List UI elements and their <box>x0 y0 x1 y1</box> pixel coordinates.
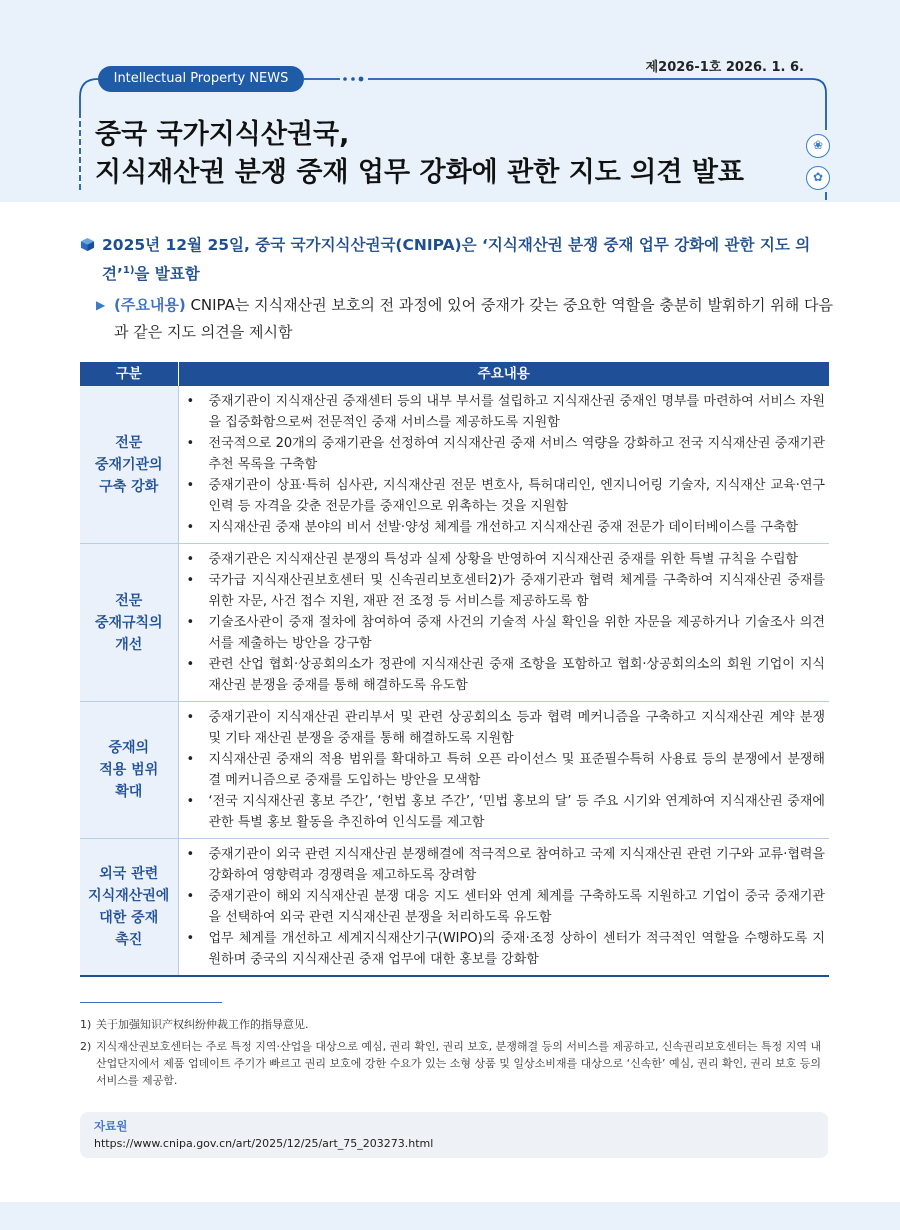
list-item: • 중재기관이 지식재산권 중재센터 등의 내부 부서를 설립하고 지식재산권 중재인 명부를 마련하여 서비스 자원을 집중화함으로써 전문적인 중재 서비스를 제공하도록 지원함 <box>187 391 826 433</box>
title-line-1: 중국 국가지식산권국, <box>95 119 350 150</box>
summary-paragraph <box>96 292 836 346</box>
source-box <box>80 1112 828 1158</box>
header-content: 주요내용 <box>178 362 829 386</box>
row-category: 중재의 적용 범위 확대 <box>80 702 178 839</box>
list-item: • 전국적으로 20개의 중재기관을 선정하여 지식재산권 중재 서비스 역량을 강화하고 전국 지식재산권 중재기관 추천 목록을 구축함 <box>187 433 826 475</box>
list-item: • 중재기관이 지식재산권 관리부서 및 관련 상공회의소 등과 협력 메커니즘을 구축하고 지식재산권 계약 분쟁 및 기타 재산권 분쟁을 중재를 통해 해결하도록 지원함 <box>187 707 826 749</box>
source-label: 자료원 <box>94 1119 128 1133</box>
footnote-number: 2) <box>80 1040 92 1053</box>
list-item: • 중재기관이 상표·특허 심사관, 지식재산권 전문 변호사, 특허대리인, 엔지니어링 기술자, 지식재산 교육·연구 인력 등 자격을 갖춘 전문가를 중재인으로 위촉하는 것을 지원함 <box>187 475 826 517</box>
footnote-text: 关于加强知识产权纠纷仲裁工作的指导意见. <box>96 1018 309 1031</box>
cube-bullet-icon <box>80 237 95 252</box>
list-item: • 중재기관이 외국 관련 지식재산권 분쟁해결에 적극적으로 참여하고 국제 지식재산권 관련 기구와 교류·협력을 강화하여 영향력과 경쟁력을 제고하도록 장려함 <box>187 844 826 886</box>
footnote-number: 1) <box>80 1018 92 1031</box>
row-items <box>178 544 829 702</box>
item-list <box>187 844 826 970</box>
table-row <box>80 702 829 839</box>
footer-band <box>0 1202 900 1230</box>
footnote-text: 지식재산권보호센터는 주로 특정 지역·산업을 대상으로 예심, 권리 확인, 권리 보호, 분쟁해결 등의 서비스를 제공하고, 신속권리보호센터는 특정 지역 내 산업단지에서 제품 업데이트 주기가 빠르고 권리 보호에 강한 수요가 있는 소형 상품 및 일상소비재를 대상으로 ‘신속한’ 예심, 권리 확인, 권리 보호 등의 서비스를 제공함. <box>96 1040 822 1087</box>
list-item: • 국가급 지식재산권보호센터 및 신속권리보호센터2)가 중재기관과 협력 체계를 구축하여 지식재산권 중재를 위한 자문, 사건 접수 지원, 재판 전 조정 등 서비스를 제공하도록 함 <box>187 570 826 612</box>
flower-icon: ✿ <box>806 166 830 190</box>
triangle-arrow-icon: ▶ <box>96 298 106 312</box>
item-list <box>187 549 826 696</box>
row-category: 전문 중재규칙의 개선 <box>80 544 178 702</box>
row-items <box>178 386 829 544</box>
newsletter-badge: Intellectual Property NEWS <box>98 66 304 92</box>
footnote-2 <box>80 1038 828 1089</box>
list-item: • 관련 산업 협회·상공회의소가 정관에 지식재산권 중재 조항을 포함하고 협회·상공회의소의 회원 기업이 지식재산권 분쟁을 중재를 통해 해결하도록 유도함 <box>187 654 826 696</box>
row-items <box>178 702 829 839</box>
source-url[interactable]: https://www.cnipa.gov.cn/art/2025/12/25/art_75_203273.html <box>94 1137 434 1150</box>
table-row <box>80 839 829 977</box>
lead-text-before: 2025년 12월 25일, 중국 국가지식산권국(CNIPA)은 ‘지식재산권 분쟁 중재 업무 강화에 관한 지도 의견’ <box>102 236 811 284</box>
header-category: 구분 <box>80 362 178 386</box>
list-item: • 중재기관은 지식재산권 분쟁의 특성과 실제 상황을 반영하여 지식재산권 중재를 위한 특별 규칙을 수립함 <box>187 549 826 570</box>
list-item: • 지식재산권 중재의 적용 범위를 확대하고 특허 오픈 라이선스 및 표준필수특허 사용료 등의 분쟁에서 분쟁해결 메커니즘으로 중재를 도입하는 방안을 모색함 <box>187 749 826 791</box>
summary-text: CNIPA는 지식재산권 보호의 전 과정에 있어 중재가 갖는 중요한 역할을 충분히 발휘하기 위해 다음과 같은 지도 의견을 제시함 <box>114 296 834 341</box>
table-row <box>80 386 829 544</box>
footnote-1 <box>80 1016 828 1033</box>
summary-label: (주요내용) <box>114 296 186 314</box>
row-category: 전문 중재기관의 구축 강화 <box>80 386 178 544</box>
guidance-table <box>80 362 829 977</box>
lead-paragraph <box>80 232 840 287</box>
row-items <box>178 839 829 977</box>
footnote-divider <box>80 1002 222 1003</box>
item-list <box>187 391 826 538</box>
table-header-row <box>80 362 829 386</box>
list-item: • ‘전국 지식재산권 홍보 주간’, ‘헌법 홍보 주간’, ‘민법 홍보의 달’ 등 주요 시기와 연계하여 지식재산권 중재에 관한 특별 홍보 활동을 추진하여 인식도를 제고함 <box>187 791 826 833</box>
issue-number: 제2026-1호 2026. 1. 6. <box>645 60 804 75</box>
footnote-ref-1[interactable]: 1) <box>122 265 135 276</box>
item-list <box>187 707 826 833</box>
list-item: • 기술조사관이 중재 절차에 참여하여 중재 사건의 기술적 사실 확인을 위한 자문을 제공하거나 기술조사 의견서를 제출하는 방안을 강구함 <box>187 612 826 654</box>
title-line-2: 지식재산권 분쟁 중재 업무 강화에 관한 지도 의견 발표 <box>95 157 745 188</box>
list-item: • 지식재산권 중재 분야의 비서 선발·양성 체계를 개선하고 지식재산권 중재 전문가 데이터베이스를 구축함 <box>187 517 826 538</box>
table-row <box>80 544 829 702</box>
lead-text-after: 을 발표함 <box>134 265 200 284</box>
list-item: • 업무 체계를 개선하고 세계지식재산기구(WIPO)의 중재·조정 상하이 센터가 적극적인 역할을 수행하도록 지원하며 중국의 지식재산권 중재 업무에 대한 홍보를 강화함 <box>187 928 826 970</box>
lotus-icon: ❀ <box>806 134 830 158</box>
list-item: • 중재기관이 해외 지식재산권 분쟁 대응 지도 센터와 연계 체계를 구축하도록 지원하고 기업이 중국 중재기관을 선택하여 외국 관련 지식재산권 분쟁을 처리하도록 유도함 <box>187 886 826 928</box>
row-category: 외국 관련 지식재산권에 대한 중재 촉진 <box>80 839 178 977</box>
footnotes <box>80 1016 828 1094</box>
page-title <box>95 116 795 192</box>
